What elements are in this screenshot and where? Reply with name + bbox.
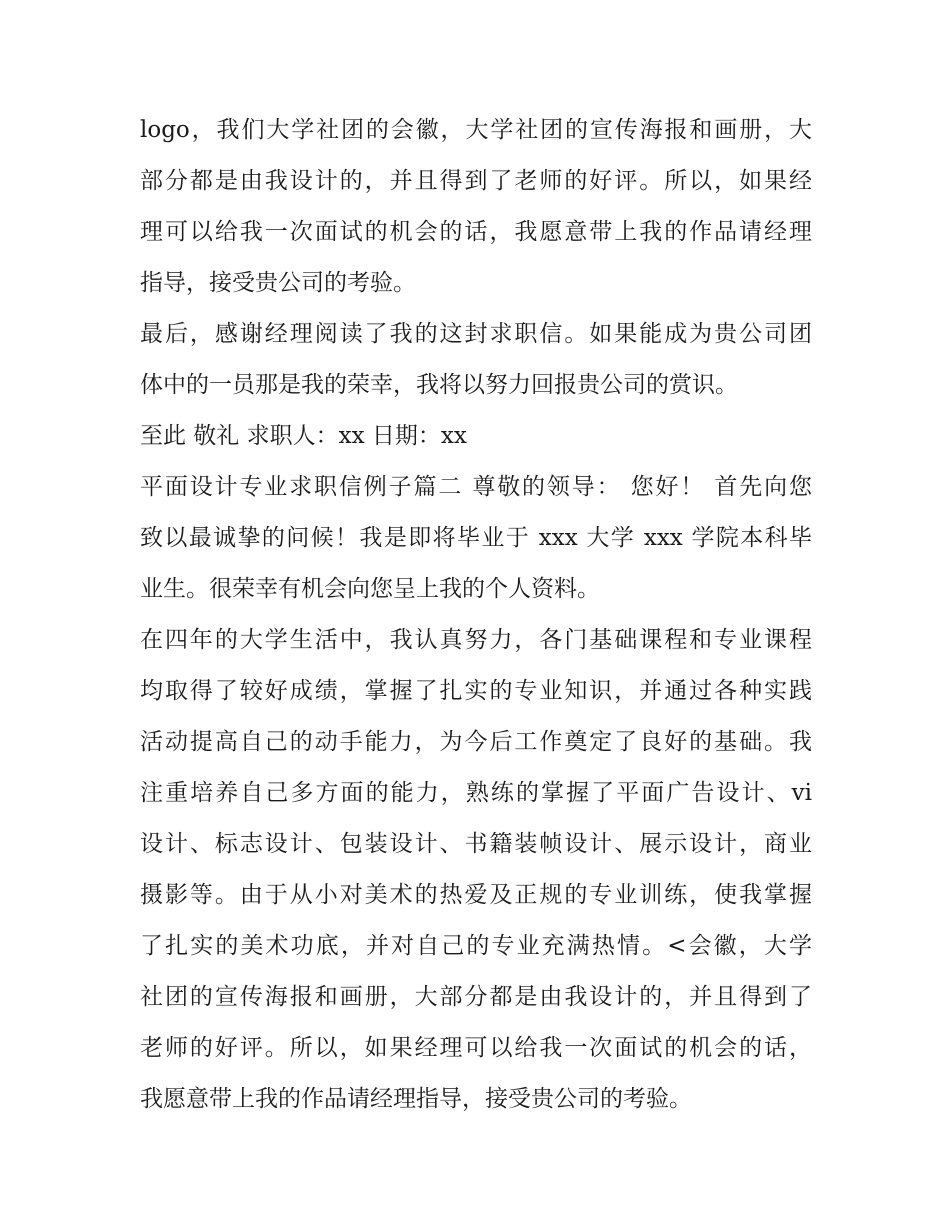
text-line: 最后，感谢经理阅读了我的这封求职信。如果能成为贵公司团: [140, 321, 812, 347]
text-line: 活动提高自己的动手能力，为今后工作奠定了良好的基础。我: [140, 729, 812, 755]
text-line: 在四年的大学生活中，我认真努力，各门基础课程和专业课程: [140, 627, 812, 653]
text-line: 致以最诚挚的问候！我是即将毕业于 xxx 大学 xxx 学院本科毕: [140, 525, 812, 551]
text-line: 社团的宣传海报和画册，大部分都是由我设计的，并且得到了: [140, 984, 812, 1010]
text-line: 体中的一员那是我的荣幸，我将以努力回报贵公司的赏识。: [140, 372, 738, 398]
text-line: 摄影等。由于从小对美术的热爱及正规的专业训练，使我掌握: [140, 882, 812, 908]
text-line: 理可以给我一次面试的机会的话，我愿意带上我的作品请经理: [140, 219, 812, 245]
text-line: 我愿意带上我的作品请经理指导，接受贵公司的考验。: [140, 1086, 692, 1112]
text-line: 平面设计专业求职信例子篇二 尊敬的领导： 您好！ 首先向您: [140, 474, 812, 500]
text-line: 设计、标志设计、包装设计、书籍装帧设计、展示设计，商业: [140, 831, 812, 857]
text-line: 至此 敬礼 求职人：xx 日期：xx: [140, 423, 467, 449]
text-line: 均取得了较好成绩，掌握了扎实的专业知识，并通过各种实践: [140, 678, 812, 704]
document-body: [140, 105, 812, 1125]
text-line: 业生。很荣幸有机会向您呈上我的个人资料。: [140, 576, 600, 602]
text-line: 注重培养自己多方面的能力，熟练的掌握了平面广告设计、vi: [140, 780, 812, 806]
text-line: logo，我们大学社团的会徽，大学社团的宣传海报和画册，大: [140, 117, 812, 143]
text-line: 部分都是由我设计的，并且得到了老师的好评。所以，如果经: [140, 168, 812, 194]
text-line: 老师的好评。所以，如果经理可以给我一次面试的机会的话，: [140, 1035, 812, 1061]
text-line: 了扎实的美术功底，并对自己的专业充满热情。<会徽，大学: [140, 933, 812, 959]
text-line: 指导，接受贵公司的考验。: [140, 270, 416, 296]
